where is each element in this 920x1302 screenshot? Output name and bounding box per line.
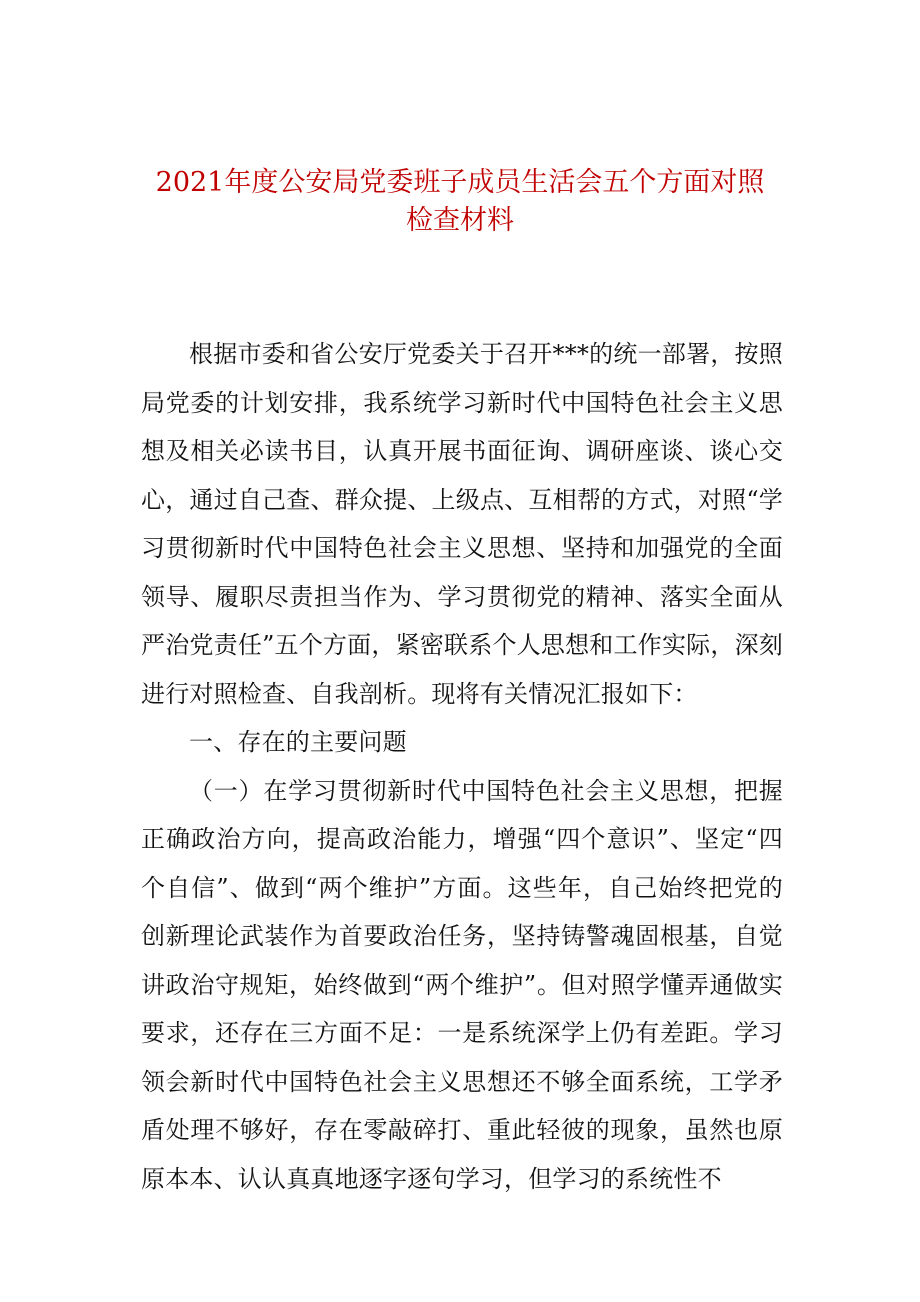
title-line-1: 2021年度公安局党委班子成员生活会五个方面对照 [155,167,765,198]
document-body [141,330,783,1203]
title-line-2: 检查材料 [406,205,514,236]
paragraph-section-1: （一）在学习贯彻新时代中国特色社会主义思想，把握正确政治方向，提高政治能力，增强“四个意识”、坚定“四个自信”、做到“两个维护”方面。这些年，自己始终把党的创新理论武装作为首要政治任务，坚持铸警魂固根基，自觉讲政治守规矩，始终做到“两个维护”。但对照学懂弄通做实要求，还存在三方面不足：一是系统深学上仍有差距。学习领会新时代中国特色社会主义思想还不够全面系统，工学矛盾处理不够好，存在零敲碎打、重此轻彼的现象，虽然也原原本本、认认真真地逐字逐句学习，但学习的系统性不 [141,776,783,1193]
section-heading: 一、存在的主要问题 [189,728,407,756]
paragraph-intro: 根据市委和省公安厅党委关于召开***的统一部署，按照局党委的计划安排，我系统学习新时代中国特色社会主义思想及相关必读书目，认真开展书面征询、调研座谈、谈心交心，通过自己查、群众提、上级点、互相帮的方式，对照“学习贯彻新时代中国特色社会主义思想、坚持和加强党的全面领导、履职尽责担当作为、学习贯彻党的精神、落实全面从严治党责任”五个方面，紧密联系个人思想和工作实际，深刻进行对照检查、自我剖析。现将有关情况汇报如下： [141,340,783,708]
document-title [120,164,800,240]
